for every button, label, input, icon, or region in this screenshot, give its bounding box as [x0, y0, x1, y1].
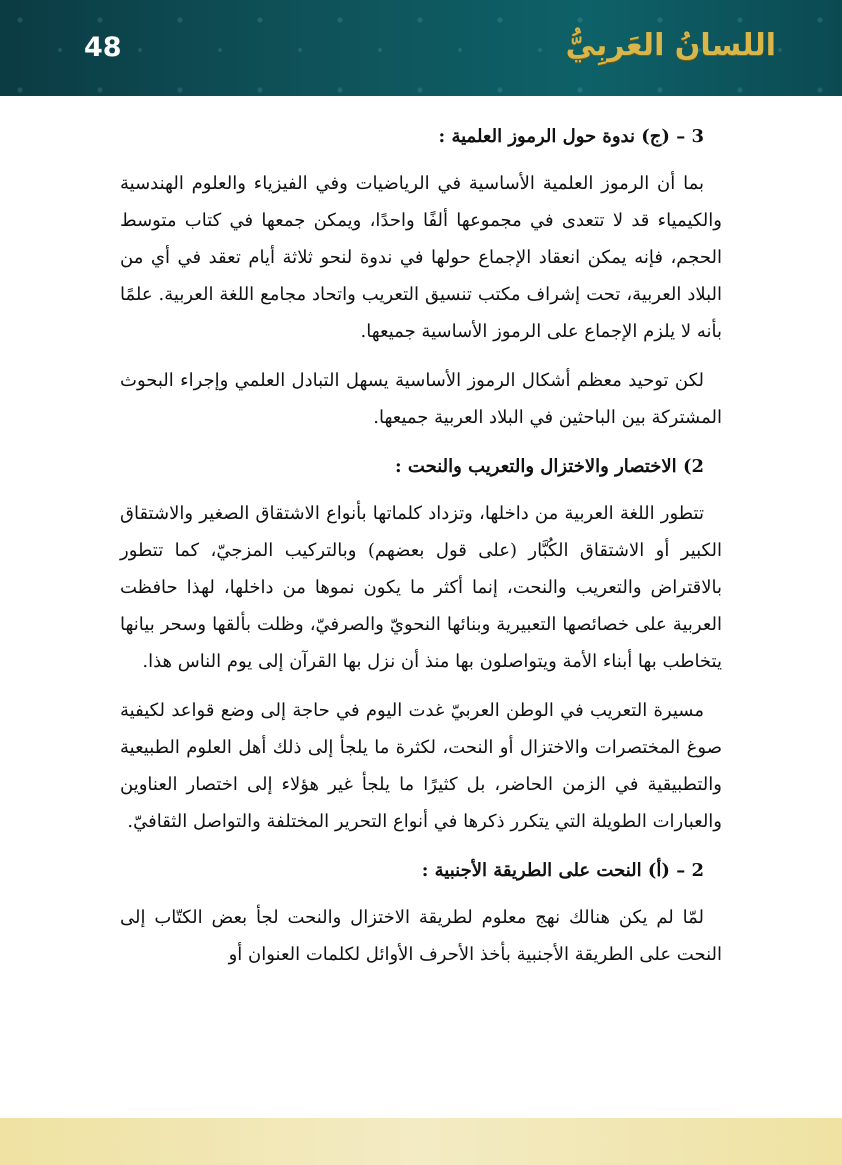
page-header [0, 0, 842, 96]
article-body [120, 118, 722, 1053]
section-heading-foreign-method: 2 – (أ) النحت على الطريقة الأجنبية : [421, 860, 704, 881]
paragraph: تتطور اللغة العربية من داخلها، وتزداد كلماتها بأنواع الاشتقاق الصغير والاشتقاق الكبير أو الاشتقاق الكُبَّار (على قول بعضهم) وبالتركيب المزجيّ، كما تتطور بالاقتراض والتعريب والنحت، إنما أكثر ما يكون نموها من داخلها، لهذا حافظت العربية على خصائصها التعبيرية وبنائها النحويّ والصرفيّ، وظلت بألقها وسحر بيانها يتخاطب بها أبناء الأمة ويتواصلون بها منذ أن نزل بها القرآن إلى يوم الناس هذا. [120, 503, 722, 672]
section-heading-scientific-symbols: 3 – (ج) ندوة حول الرموز العلمية : [438, 126, 704, 147]
page-footer-band [0, 1118, 842, 1165]
journal-logo: اللسانُ العَربِيُّ [565, 28, 776, 63]
paragraph: بما أن الرموز العلمية الأساسية في الرياضيات وفي الفيزياء والعلوم الهندسية والكيمياء قد لا تتعدى في مجموعها ألفًا واحدًا، ويمكن جمعها في كتاب متوسط الحجم، فإنه يمكن انعقاد الإجماع حولها في ندوة لنحو ثلاثة أيام تعقد في أي من البلاد العربية، تحت إشراف مكتب تنسيق التعريب واتحاد مجامع اللغة العربية. علمًا بأنه لا يلزم الإجماع على الرموز الأساسية جميعها. [120, 173, 722, 342]
paragraph: لمّا لم يكن هنالك نهج معلوم لطريقة الاختزال والنحت لجأ بعض الكتّاب إلى النحت على الطريقة الأجنبية بأخذ الأحرف الأوائل لكلمات العنوان أو [120, 907, 722, 965]
page-number: 48 [84, 32, 122, 63]
paragraph: مسيرة التعريب في الوطن العربيّ غدت اليوم في حاجة إلى وضع قواعد لكيفية صوغ المختصرات والاختزال أو النحت، لكثرة ما يلجأ إلى ذلك أهل العلوم الطبيعية والتطبيقية في الزمن الحاضر، بل كثيرًا ما يلجأ غير هؤلاء إلى اختصار العناوين والعبارات الطويلة التي يتكرر ذكرها في أنواع التحرير المختلفة والتواصل الثقافيّ. [120, 700, 722, 832]
paragraph: لكن توحيد معظم أشكال الرموز الأساسية يسهل التبادل العلمي وإجراء البحوث المشتركة بين الباحثين في البلاد العربية جميعها. [120, 370, 722, 428]
section-heading-abbreviation: 2) الاختصار والاختزال والتعريب والنحت : [395, 456, 704, 477]
